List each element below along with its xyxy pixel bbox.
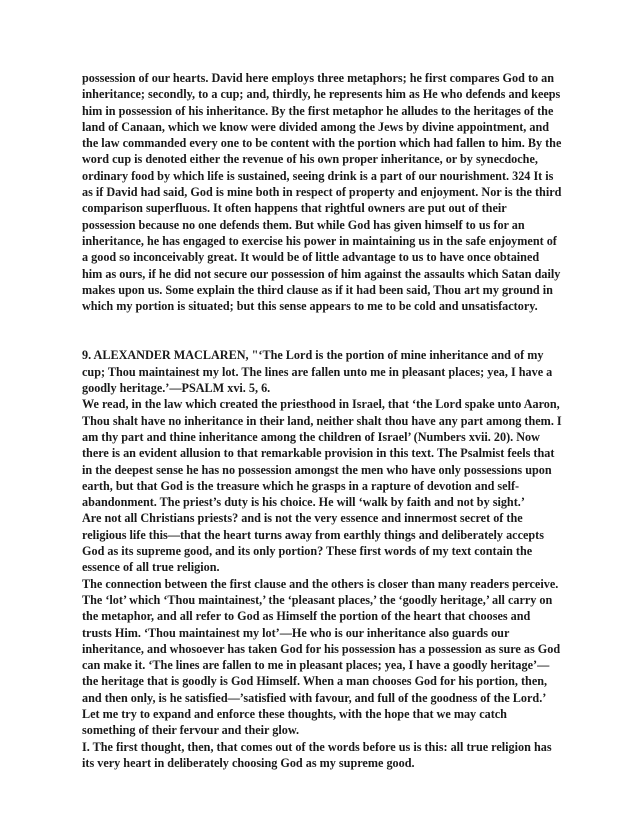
paragraph: possession of our hearts. David here employs three metaphors; he first compares God to an inheritance; secondly, to a cup; and, thirdly, he represents him as He who defends and keeps him in possession of his inheritance. By the first metaphor he alludes to the heritages of the land of Canaan, which we know were divided among the Jews by divine appointment, and the law commanded every one to be content with the portion which had fallen to him. By the word cup is denoted either the revenue of his own proper inheritance, or by synecdoche, ordinary food by which life is sustained, seeing drink is a part of our nourishment. 324 It is as if David had said, God is mine both in respect of property and enjoyment. Nor is the third comparison superfluous. It often happens that rightful owners are put out of their possession because no one defends them. But while God has given himself to us for an inheritance, he has engaged to exercise his power in maintaining us in the safe enjoyment of a good so inconceivably great. It would be of little advantage to us to have once obtained him as ours, if he did not secure our possession of him against the assaults which Satan daily makes upon us. Some explain the third clause as if it had been said, Thou art my ground in which my portion is situated; but this sense appears to me to be cold and unsatisfactory. (82, 71, 562, 314)
paragraph: We read, in the law which created the priesthood in Israel, that ‘the Lord spake unto Aaron, Thou shalt have no inheritance in their land, neither shalt thou have any part among them. I am thy part and thine inheritance among the children of Israel’ (Numbers xvii. 20). Now there is an evident allusion to that remarkable provision in this text. The Psalmist feels that in the deepest sense he has no possession amongst the men who have only possessions upon earth, but that God is the treasure which he grasps in a rapture of devotion and self-abandonment. The priest’s duty is his choice. He will ‘walk by faith and not by sight.’ (82, 397, 562, 510)
document-page (82, 70, 562, 771)
commentary-block-calvin (82, 70, 562, 314)
paragraph: I. The first thought, then, that comes out of the words before us is this: all true religion has its very heart in deliberately choosing God as my supreme good. (82, 739, 552, 770)
block-spacer (82, 314, 562, 347)
paragraph: Are not all Christians priests? and is not the very essence and innermost secret of the religious life this—that the heart turns away from earthly things and deliberately accepts God as its supreme good, and its only portion? These first words of my text contain the essence of all true religion. (82, 511, 544, 575)
paragraph: The connection between the first clause and the others is closer than many readers perceive. The ‘lot’ which ‘Thou maintainest,’ the ‘pleasant places,’ the ‘goodly heritage,’ all carry on the metaphor, and all refer to God as Himself the portion of the heart that chooses and trusts Him. ‘Thou maintainest my lot’—He who is our inheritance also guards our inheritance, and whosoever has taken God for his possession has a possession as sure as God can make it. ‘The lines are fallen to me in pleasant places; yea, I have a goodly heritage’—the heritage that is goodly is God Himself. When a man chooses God for his portion, then, and then only, is he satisfied—’satisfied with favour, and full of the goodness of the Lord.’ Let me try to expand and enforce these thoughts, with the hope that we may catch something of their fervour and their glow. (82, 576, 561, 738)
paragraph-heading: 9. ALEXANDER MACLAREN, "‘The Lord is the portion of mine inheritance and of my cup; Thou maintainest my lot. The lines are fallen unto me in pleasant places; yea, I have a goodly heritage.’—PSALM xvi. 5, 6. (82, 348, 553, 396)
commentary-block-maclaren (82, 347, 562, 771)
